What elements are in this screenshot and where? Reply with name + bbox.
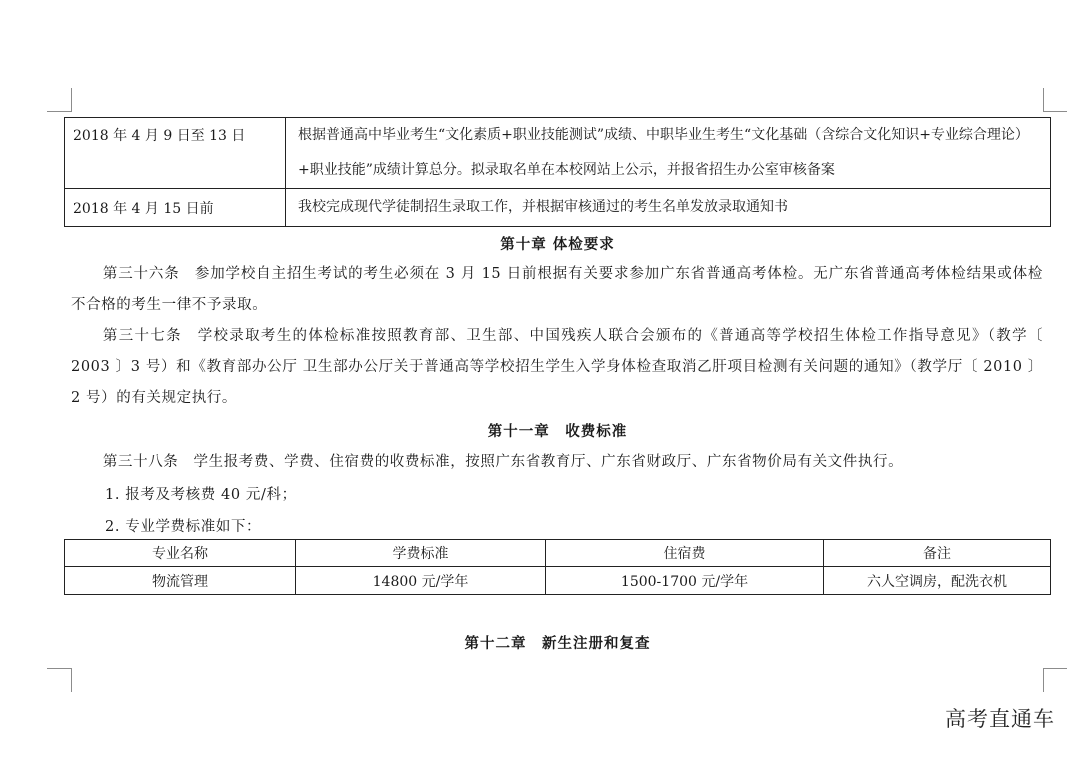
crop-mark <box>47 668 71 669</box>
crop-mark <box>47 111 71 112</box>
crop-mark <box>1043 88 1044 112</box>
table-row <box>65 189 1051 227</box>
chapter-10-body <box>71 259 1043 414</box>
chapter-10-title: 第十章 体检要求 <box>500 236 615 253</box>
table-cell: 六人空调房，配洗衣机 <box>824 567 1051 595</box>
table-row <box>65 118 1051 189</box>
column-header: 专业名称 <box>65 540 296 567</box>
fee-table <box>64 539 1051 595</box>
article-37: 第三十七条 学校录取考生的体检标准按照教育部、卫生部、中国残疾人联合会颁布的《普通高等学校招生体检工作指导意见》（教学〔 2003 〕3 号）和《教育部办公厅 卫生部办公厅关于普通高等学校招生学生入学身体检查取消乙肝项目检测有关问题的通知》（教学厅〔 2010 〕2 号）的有关规定执行。 <box>71 328 1043 406</box>
fee-item-1: 1. 报考及考核费 40 元/科； <box>105 487 297 503</box>
article-38: 第三十八条 学生报考费、学费、住宿费的收费标准，按照广东省教育厅、广东省财政厅、广东省物价局有关文件执行。 <box>102 454 904 470</box>
schedule-date: 2018 年 4 月 9 日至 13 日 <box>65 118 286 189</box>
schedule-date: 2018 年 4 月 15 日前 <box>65 189 286 227</box>
crop-mark <box>71 668 72 692</box>
table-cell: 物流管理 <box>65 567 296 595</box>
schedule-description: 根据普通高中毕业考生“文化素质+职业技能测试”成绩、中职毕业生考生“文化基础（含综合文化知识+专业综合理论）+职业技能”成绩计算总分。拟录取名单在本校网站上公示，并报省招生办公室审核备案 <box>286 118 1051 189</box>
fee-item-2: 2. 专业学费标准如下： <box>105 519 262 535</box>
chapter-11-body <box>71 447 1043 478</box>
column-header: 备注 <box>824 540 1051 567</box>
chapter-11-title: 第十一章 收费标准 <box>487 423 628 440</box>
crop-mark <box>1043 668 1067 669</box>
table-cell: 1500-1700 元/学年 <box>546 567 824 595</box>
chapter-12-title: 第十二章 新生注册和复查 <box>464 635 651 652</box>
crop-mark <box>1043 111 1067 112</box>
table-row <box>65 567 1051 595</box>
table-cell: 14800 元/学年 <box>296 567 546 595</box>
crop-mark <box>71 88 72 112</box>
crop-mark <box>1043 668 1044 692</box>
column-header: 住宿费 <box>546 540 824 567</box>
column-header: 学费标准 <box>296 540 546 567</box>
article-36: 第三十六条 参加学校自主招生考试的考生必须在 3 月 15 日前根据有关要求参加广东省普通高考体检。无广东省普通高考体检结果或体检不合格的考生一律不予录取。 <box>71 266 1043 313</box>
schedule-table <box>64 117 1051 227</box>
table-header-row <box>65 540 1051 567</box>
schedule-description: 我校完成现代学徒制招生录取工作，并根据审核通过的考生名单发放录取通知书 <box>286 189 1051 227</box>
watermark: 高考直通车 <box>945 707 1055 731</box>
